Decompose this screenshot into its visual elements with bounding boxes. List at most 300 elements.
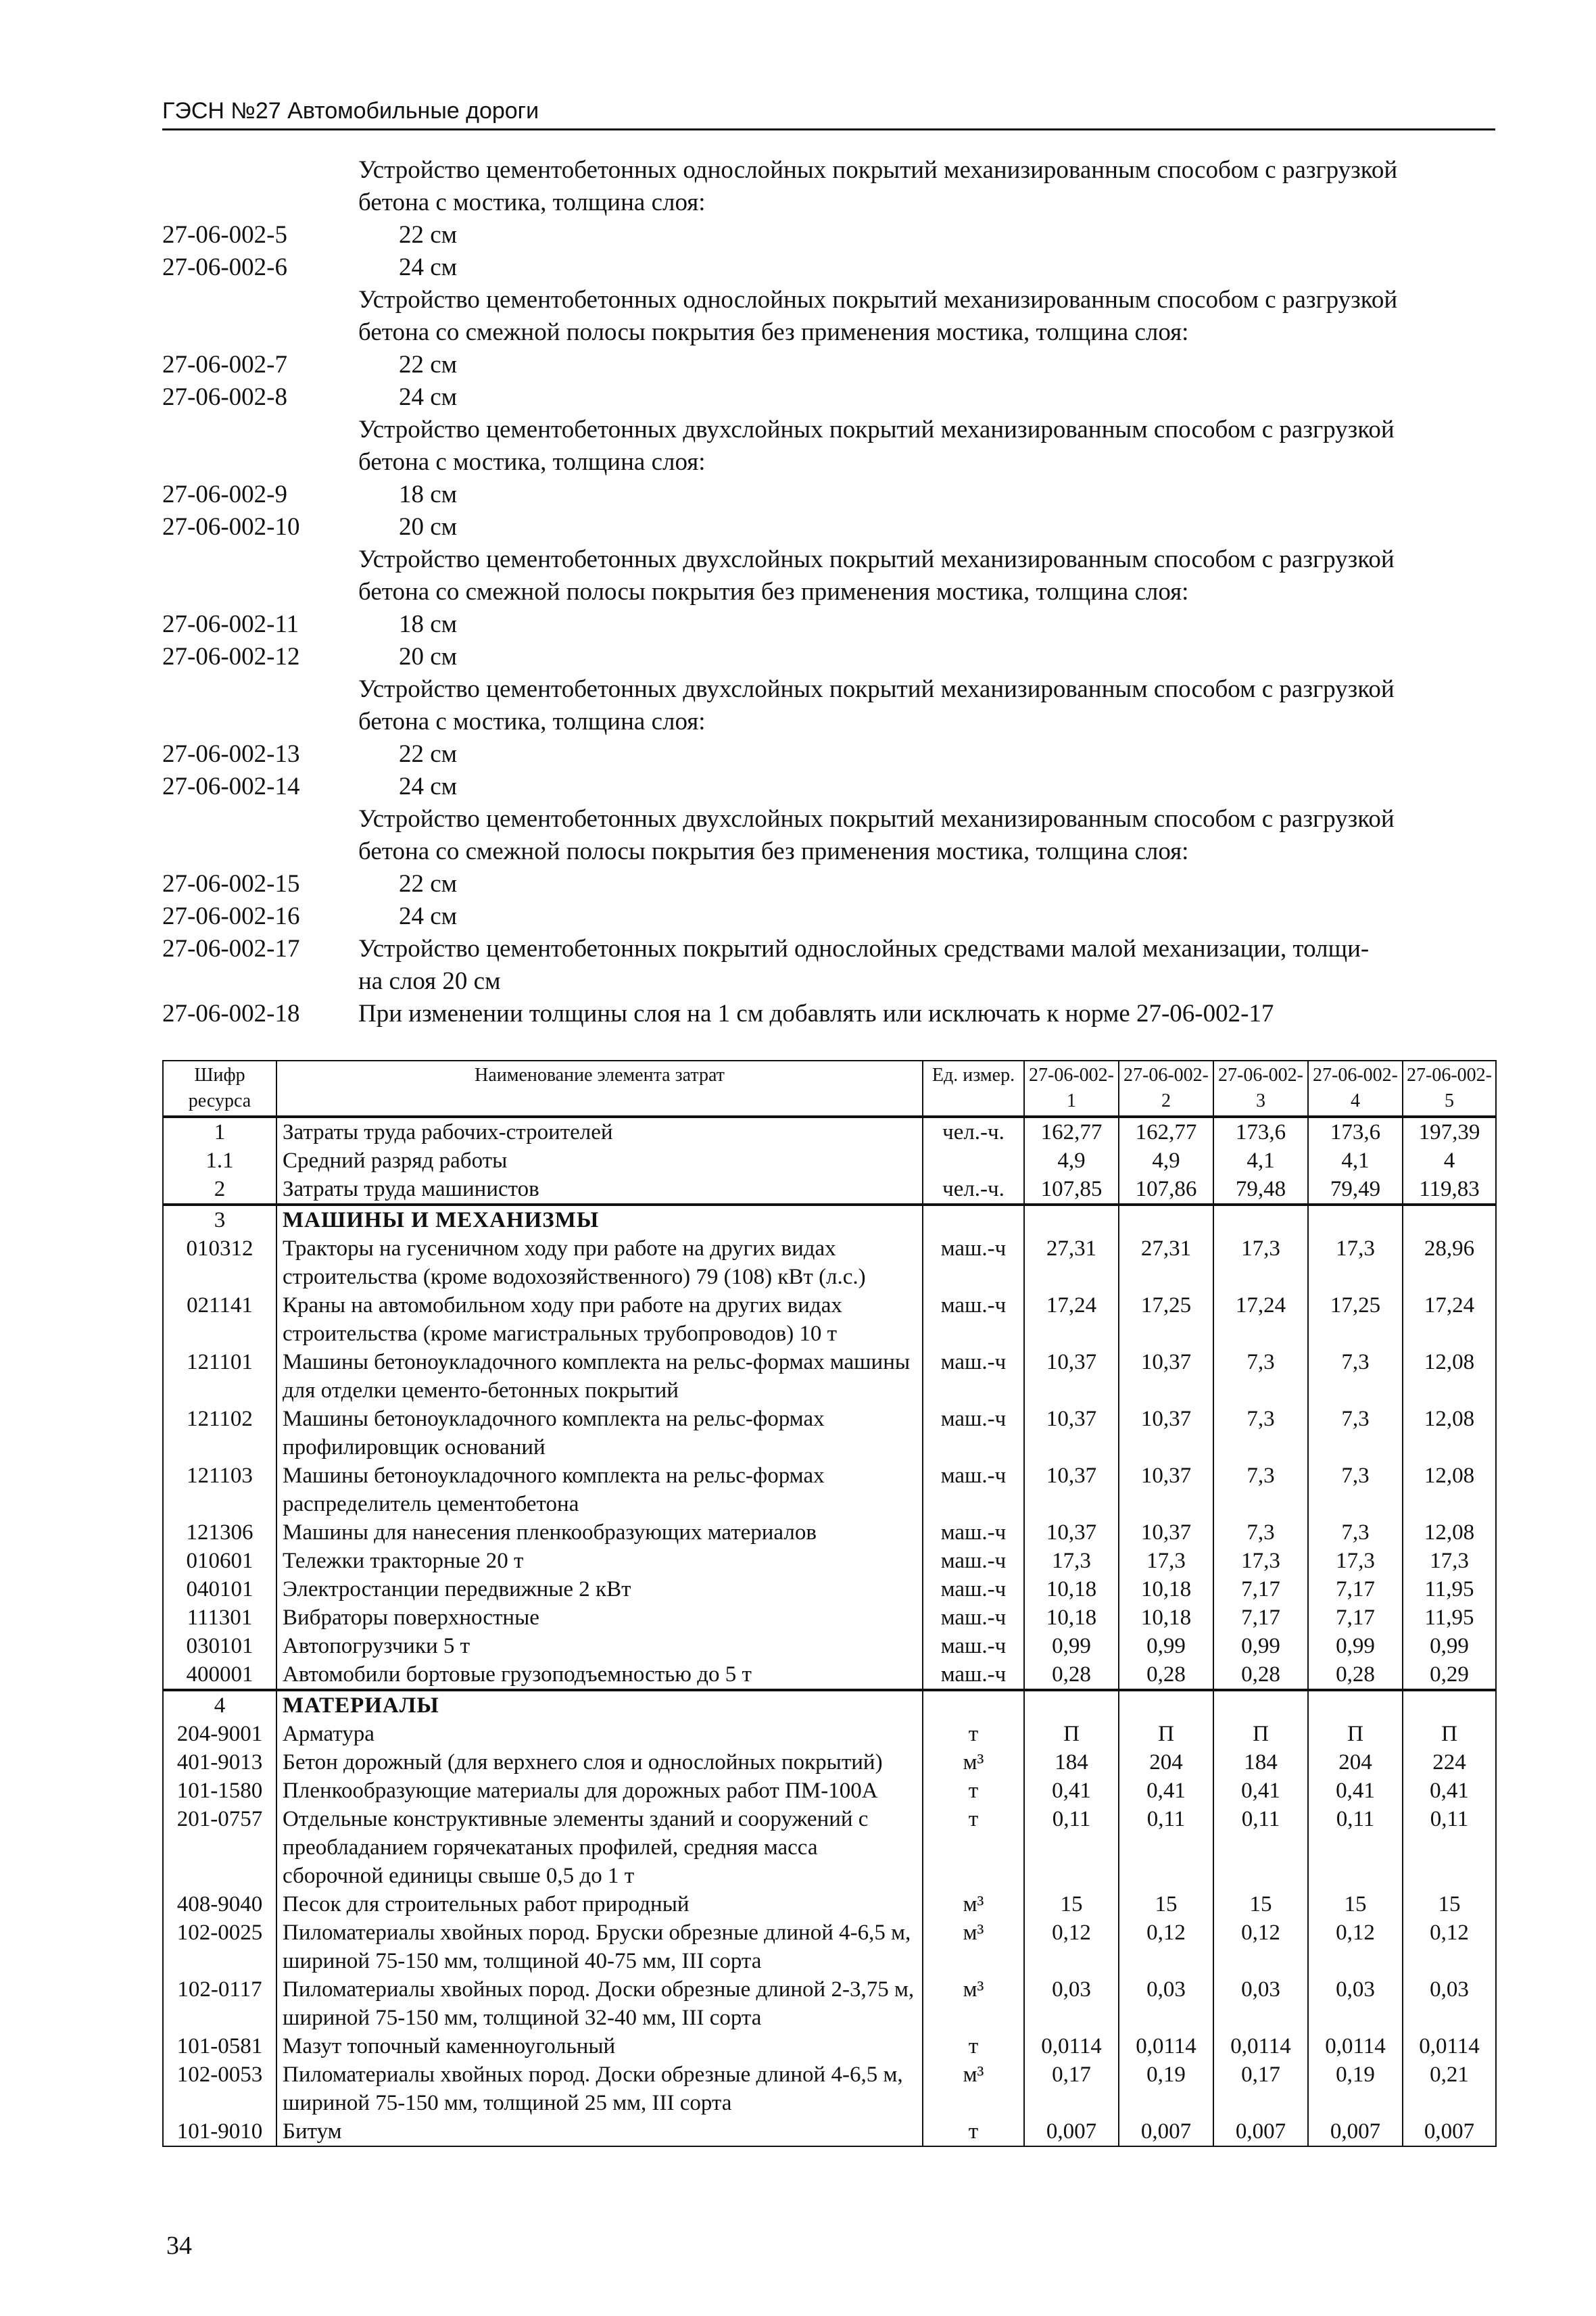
resource-value: 17,3 [1024, 1547, 1119, 1575]
table-row [163, 1660, 1496, 1690]
resource-code: 102-0053 [163, 2060, 276, 2117]
norm-description: 22 см [399, 870, 458, 898]
norm-line [162, 706, 1501, 738]
resource-value: 0,41 [1213, 1777, 1308, 1805]
resource-value: 0,03 [1213, 1975, 1308, 2032]
norm-description: бетона с мостика, толщина слоя: [358, 448, 706, 476]
norm-line [162, 608, 1501, 641]
resource-code: 121102 [163, 1405, 276, 1462]
resource-unit: м³ [923, 2060, 1024, 2117]
resource-unit [923, 1205, 1024, 1234]
resource-code: 030101 [163, 1632, 276, 1660]
resource-value: 0,12 [1213, 1919, 1308, 1975]
resource-unit: т [923, 2117, 1024, 2146]
resource-unit: м³ [923, 1975, 1024, 2032]
running-header-title: ГЭСН №27 Автомобильные дороги [162, 98, 539, 124]
resource-value: П [1024, 1720, 1119, 1748]
resource-value: 0,28 [1119, 1660, 1213, 1690]
resource-value: 0,41 [1024, 1777, 1119, 1805]
resource-value: 10,18 [1119, 1575, 1213, 1603]
resource-value: 10,18 [1024, 1603, 1119, 1632]
resource-value: 0,99 [1308, 1632, 1403, 1660]
norm-description: 18 см [399, 610, 458, 638]
norm-line [162, 641, 1501, 673]
resource-value: 0,99 [1119, 1632, 1213, 1660]
resource-value: 204 [1308, 1748, 1403, 1777]
table-row [163, 1405, 1496, 1462]
table-row [163, 1890, 1496, 1919]
norm-line [162, 836, 1501, 868]
resource-value: 12,08 [1403, 1462, 1496, 1518]
norm-line [162, 771, 1501, 803]
table-row [163, 1632, 1496, 1660]
resource-name: МАТЕРИАЛЫ [276, 1690, 923, 1720]
norm-code: 27-06-002-18 [162, 1000, 300, 1028]
resource-value: 7,3 [1308, 1405, 1403, 1462]
resource-value: 28,96 [1403, 1234, 1496, 1291]
norm-line [162, 251, 1501, 284]
resource-value: 12,08 [1403, 1518, 1496, 1547]
resource-value: 0,11 [1024, 1805, 1119, 1890]
resource-value: 79,48 [1213, 1175, 1308, 1205]
norm-line [162, 349, 1501, 381]
resource-value: 17,25 [1119, 1291, 1213, 1348]
resource-unit: маш.-ч [923, 1462, 1024, 1518]
resource-value: 0,21 [1403, 2060, 1496, 2117]
header-col-3: 27-06-002-3 [1213, 1061, 1308, 1117]
table-row [163, 1777, 1496, 1805]
resource-value: 10,37 [1119, 1405, 1213, 1462]
resource-value: 173,6 [1213, 1117, 1308, 1147]
resource-value: П [1213, 1720, 1308, 1748]
resource-value: 0,007 [1308, 2117, 1403, 2146]
resource-name: Автопогрузчики 5 т [276, 1632, 923, 1660]
resource-value: 184 [1213, 1748, 1308, 1777]
norm-code: 27-06-002-17 [162, 935, 300, 963]
resource-value: 0,0114 [1213, 2032, 1308, 2060]
table-row [163, 1805, 1496, 1890]
resource-value: 0,41 [1403, 1777, 1496, 1805]
resource-value: 0,12 [1308, 1919, 1403, 1975]
resource-value [1308, 1205, 1403, 1234]
resource-value: 0,0114 [1024, 2032, 1119, 2060]
resource-value: 173,6 [1308, 1117, 1403, 1147]
resource-value: П [1403, 1720, 1496, 1748]
resource-code: 111301 [163, 1603, 276, 1632]
norm-description: 20 см [399, 643, 458, 671]
norm-description: Устройство цементобетонных однослойных покрытий механизированным способом с разгрузкой [358, 286, 1398, 314]
resource-value: 0,29 [1403, 1660, 1496, 1690]
resource-name: Отдельные конструктивные элементы зданий и сооружений с преобладанием горячекатаных профилей, средняя масса сборочной единицы свыше 0,5 до 1 т [276, 1805, 923, 1890]
resource-value: 0,28 [1308, 1660, 1403, 1690]
norm-description: Устройство цементобетонных двухслойных покрытий механизированным способом с разгрузкой [358, 416, 1395, 443]
resource-value: 4 [1403, 1147, 1496, 1175]
table-row [163, 1291, 1496, 1348]
resource-value: 0,0114 [1308, 2032, 1403, 2060]
resource-name: Краны на автомобильном ходу при работе на других видах строительства (кроме магистральных трубопроводов) 10 т [276, 1291, 923, 1348]
resource-unit: маш.-ч [923, 1632, 1024, 1660]
table-row [163, 2032, 1496, 2060]
resource-value: 17,3 [1308, 1234, 1403, 1291]
norm-code: 27-06-002-10 [162, 513, 300, 541]
resource-name: Электростанции передвижные 2 кВт [276, 1575, 923, 1603]
resource-code: 400001 [163, 1660, 276, 1690]
norm-description: Устройство цементобетонных однослойных покрытий механизированным способом с разгрузкой [358, 156, 1398, 184]
resource-value: 0,19 [1308, 2060, 1403, 2117]
norm-line [162, 673, 1501, 706]
table-row [163, 1748, 1496, 1777]
norm-code: 27-06-002-7 [162, 351, 287, 379]
resource-unit: м³ [923, 1919, 1024, 1975]
norm-line [162, 446, 1501, 479]
resource-name: Средний разряд работы [276, 1147, 923, 1175]
resource-value: 119,83 [1403, 1175, 1496, 1205]
resource-value [1308, 1690, 1403, 1720]
resource-name: Машины для нанесения пленкообразующих материалов [276, 1518, 923, 1547]
resource-name: Пиломатериалы хвойных пород. Доски обрезные длиной 2-3,75 м, шириной 75-150 мм, толщиной 32-40 мм, III сорта [276, 1975, 923, 2032]
resource-value: 0,0114 [1403, 2032, 1496, 2060]
norm-description: Устройство цементобетонных двухслойных покрытий механизированным способом с разгрузкой [358, 675, 1395, 703]
resource-code: 010601 [163, 1547, 276, 1575]
resource-value: 10,37 [1024, 1462, 1119, 1518]
resource-value: 17,25 [1308, 1291, 1403, 1348]
resource-name: Машины бетоноукладочного комплекта на рельс-формах машины для отделки цементо-бетонных покрытий [276, 1348, 923, 1405]
norm-description: 24 см [399, 254, 458, 281]
resource-value: 0,007 [1024, 2117, 1119, 2146]
norm-description: Устройство цементобетонных двухслойных покрытий механизированным способом с разгрузкой [358, 546, 1395, 573]
resource-code: 201-0757 [163, 1805, 276, 1890]
resource-unit [923, 1690, 1024, 1720]
resource-unit: т [923, 2032, 1024, 2060]
norm-line [162, 284, 1501, 316]
resource-code: 1 [163, 1117, 276, 1147]
header-col-1: 27-06-002-1 [1024, 1061, 1119, 1117]
resource-unit: маш.-ч [923, 1603, 1024, 1632]
resource-value: 10,37 [1024, 1518, 1119, 1547]
norm-description: 18 см [399, 481, 458, 508]
norm-line [162, 479, 1501, 511]
norm-line [162, 381, 1501, 414]
resource-value: 17,3 [1308, 1547, 1403, 1575]
resource-name: Машины бетоноукладочного комплекта на рельс-формах профилировщик оснований [276, 1405, 923, 1462]
resource-value: 7,3 [1308, 1462, 1403, 1518]
resource-value: 0,007 [1403, 2117, 1496, 2146]
resource-value: 4,9 [1024, 1147, 1119, 1175]
resource-unit: маш.-ч [923, 1547, 1024, 1575]
resource-value: 107,85 [1024, 1175, 1119, 1205]
resource-value [1213, 1690, 1308, 1720]
norm-line [162, 868, 1501, 900]
resource-code: 101-0581 [163, 2032, 276, 2060]
resource-code: 1.1 [163, 1147, 276, 1175]
resource-value: 17,24 [1403, 1291, 1496, 1348]
resource-name: Затраты труда рабочих-строителей [276, 1117, 923, 1147]
resource-value: 0,007 [1213, 2117, 1308, 2146]
header-unit: Ед. измер. [923, 1061, 1024, 1117]
table-section-row [163, 1690, 1496, 1720]
norm-line [162, 803, 1501, 836]
norm-code: 27-06-002-13 [162, 740, 300, 768]
resource-unit [923, 1147, 1024, 1175]
resource-value [1403, 1690, 1496, 1720]
header-col-5: 27-06-002-5 [1403, 1061, 1496, 1117]
resource-value: 0,12 [1403, 1919, 1496, 1975]
resource-value: 7,17 [1308, 1603, 1403, 1632]
resource-code: 408-9040 [163, 1890, 276, 1919]
resource-value: 0,03 [1308, 1975, 1403, 2032]
resource-value: 7,3 [1213, 1462, 1308, 1518]
resource-value: 224 [1403, 1748, 1496, 1777]
resource-value: 204 [1119, 1748, 1213, 1777]
resource-value: 10,37 [1024, 1348, 1119, 1405]
resource-name: Мазут топочный каменноугольный [276, 2032, 923, 2060]
table-row [163, 1234, 1496, 1291]
resource-value: 11,95 [1403, 1603, 1496, 1632]
resource-value: 7,3 [1308, 1348, 1403, 1405]
resource-value: 0,99 [1213, 1632, 1308, 1660]
resource-value: 17,3 [1119, 1547, 1213, 1575]
resource-value: 15 [1024, 1890, 1119, 1919]
resource-name: Тележки тракторные 20 т [276, 1547, 923, 1575]
resource-value: 0,19 [1119, 2060, 1213, 2117]
resource-value: 0,12 [1119, 1919, 1213, 1975]
norm-line [162, 316, 1501, 349]
resource-name: Пленкообразующие материалы для дорожных работ ПМ-100А [276, 1777, 923, 1805]
table-row [163, 1547, 1496, 1575]
norm-line [162, 187, 1501, 219]
resource-value: 0,11 [1213, 1805, 1308, 1890]
resource-unit: т [923, 1720, 1024, 1748]
norm-description: бетона со смежной полосы покрытия без применения мостика, толщина слоя: [358, 578, 1189, 606]
table-row [163, 1462, 1496, 1518]
norm-description: бетона с мостика, толщина слоя: [358, 189, 706, 216]
norm-line [162, 998, 1501, 1030]
resource-value: 197,39 [1403, 1117, 1496, 1147]
resource-value: 27,31 [1024, 1234, 1119, 1291]
resource-value: 4,9 [1119, 1147, 1213, 1175]
resource-value: 7,3 [1308, 1518, 1403, 1547]
resource-value: 0,03 [1119, 1975, 1213, 2032]
resource-value: 15 [1308, 1890, 1403, 1919]
norm-code: 27-06-002-5 [162, 221, 287, 249]
resource-unit: маш.-ч [923, 1348, 1024, 1405]
norm-code: 27-06-002-6 [162, 254, 287, 281]
resource-code: 102-0117 [163, 1975, 276, 2032]
norm-line [162, 414, 1501, 446]
resource-code: 010312 [163, 1234, 276, 1291]
resource-table-wrap [162, 1060, 1495, 2147]
resource-value: 0,11 [1119, 1805, 1213, 1890]
resource-unit: маш.-ч [923, 1518, 1024, 1547]
resource-code: 121103 [163, 1462, 276, 1518]
resource-value: 27,31 [1119, 1234, 1213, 1291]
resource-value: 0,17 [1024, 2060, 1119, 2117]
resource-name: Пиломатериалы хвойных пород. Доски обрезные длиной 4-6,5 м, шириной 75-150 мм, толщиной 25 мм, III сорта [276, 2060, 923, 2117]
resource-code: 021141 [163, 1291, 276, 1348]
table-row [163, 1348, 1496, 1405]
resource-unit: чел.-ч. [923, 1117, 1024, 1147]
table-row [163, 1919, 1496, 1975]
resource-code: 101-9010 [163, 2117, 276, 2146]
norm-code: 27-06-002-16 [162, 902, 300, 930]
norm-description: бетона с мостика, толщина слоя: [358, 708, 706, 735]
norm-line [162, 576, 1501, 608]
resource-value: 10,18 [1024, 1575, 1119, 1603]
resource-value: П [1119, 1720, 1213, 1748]
table-header-row [163, 1061, 1496, 1117]
resource-name: Бетон дорожный (для верхнего слоя и однослойных покрытий) [276, 1748, 923, 1777]
resource-value: 15 [1119, 1890, 1213, 1919]
resource-name: МАШИНЫ И МЕХАНИЗМЫ [276, 1205, 923, 1234]
resource-value: 0,11 [1308, 1805, 1403, 1890]
resource-unit: чел.-ч. [923, 1175, 1024, 1205]
resource-value: 0,99 [1403, 1632, 1496, 1660]
resource-value: 7,3 [1213, 1518, 1308, 1547]
header-rule [162, 128, 1495, 130]
resource-code: 4 [163, 1690, 276, 1720]
norm-description: бетона со смежной полосы покрытия без применения мостика, толщина слоя: [358, 838, 1189, 865]
norm-description: Устройство цементобетонных покрытий однослойных средствами малой механизации, толщи- [358, 935, 1370, 963]
norm-description: 22 см [399, 221, 458, 249]
norm-description: 24 см [399, 902, 458, 930]
norm-line [162, 544, 1501, 576]
resource-value: 0,28 [1213, 1660, 1308, 1690]
table-section-row [163, 1205, 1496, 1234]
resource-unit: маш.-ч [923, 1575, 1024, 1603]
resource-value: 17,24 [1024, 1291, 1119, 1348]
resource-name: Автомобили бортовые грузоподъемностью до 5 т [276, 1660, 923, 1690]
resource-table [162, 1060, 1497, 2147]
resource-value [1119, 1690, 1213, 1720]
resource-value: 17,3 [1403, 1547, 1496, 1575]
header-col-2: 27-06-002-2 [1119, 1061, 1213, 1117]
norm-code: 27-06-002-8 [162, 383, 287, 411]
resource-name: Затраты труда машинистов [276, 1175, 923, 1205]
resource-code: 102-0025 [163, 1919, 276, 1975]
resource-value: 0,99 [1024, 1632, 1119, 1660]
resource-value: 12,08 [1403, 1348, 1496, 1405]
norm-list [162, 154, 1501, 1030]
resource-value: 4,1 [1213, 1147, 1308, 1175]
resource-value: 7,3 [1213, 1405, 1308, 1462]
table-row [163, 1603, 1496, 1632]
resource-value [1213, 1205, 1308, 1234]
resource-code: 2 [163, 1175, 276, 1205]
resource-value [1024, 1690, 1119, 1720]
resource-name: Арматура [276, 1720, 923, 1748]
norm-description: 22 см [399, 351, 458, 379]
table-row [163, 1975, 1496, 2032]
resource-value: 0,11 [1403, 1805, 1496, 1890]
resource-value: 0,12 [1024, 1919, 1119, 1975]
resource-name: Битум [276, 2117, 923, 2146]
resource-unit: м³ [923, 1748, 1024, 1777]
resource-value: 15 [1403, 1890, 1496, 1919]
norm-code: 27-06-002-9 [162, 481, 287, 508]
resource-value: 7,17 [1213, 1603, 1308, 1632]
resource-value: 0,03 [1024, 1975, 1119, 2032]
resource-unit: т [923, 1805, 1024, 1890]
resource-value: 162,77 [1024, 1117, 1119, 1147]
resource-unit: м³ [923, 1890, 1024, 1919]
norm-line [162, 933, 1501, 965]
header-col-4: 27-06-002-4 [1308, 1061, 1403, 1117]
resource-code: 3 [163, 1205, 276, 1234]
resource-code: 204-9001 [163, 1720, 276, 1748]
resource-value: 79,49 [1308, 1175, 1403, 1205]
table-row [163, 1117, 1496, 1147]
resource-code: 121306 [163, 1518, 276, 1547]
norm-description: бетона со смежной полосы покрытия без применения мостика, толщина слоя: [358, 318, 1189, 346]
resource-code: 101-1580 [163, 1777, 276, 1805]
resource-value: 17,3 [1213, 1234, 1308, 1291]
norm-code: 27-06-002-11 [162, 610, 299, 638]
resource-code: 121101 [163, 1348, 276, 1405]
resource-value: 17,3 [1213, 1547, 1308, 1575]
norm-line [162, 900, 1501, 933]
resource-value: 10,37 [1119, 1518, 1213, 1547]
norm-description: 22 см [399, 740, 458, 768]
norm-code: 27-06-002-12 [162, 643, 300, 671]
table-row [163, 2060, 1496, 2117]
table-row [163, 2117, 1496, 2146]
norm-description: При изменении толщины слоя на 1 см добавлять или исключать к норме 27-06-002-17 [358, 1000, 1274, 1028]
header-code: Шифр ресурса [163, 1061, 276, 1117]
resource-value: 7,17 [1213, 1575, 1308, 1603]
resource-value: 0,28 [1024, 1660, 1119, 1690]
header-name: Наименование элемента затрат [276, 1061, 923, 1117]
table-row [163, 1175, 1496, 1205]
resource-value: 0,17 [1213, 2060, 1308, 2117]
table-row [163, 1575, 1496, 1603]
resource-unit: маш.-ч [923, 1291, 1024, 1348]
resource-value: П [1308, 1720, 1403, 1748]
resource-unit: маш.-ч [923, 1405, 1024, 1462]
resource-unit: т [923, 1777, 1024, 1805]
resource-value [1119, 1205, 1213, 1234]
norm-description: 24 см [399, 773, 458, 800]
resource-value: 7,17 [1308, 1575, 1403, 1603]
resource-value: 0,007 [1119, 2117, 1213, 2146]
resource-value: 10,37 [1119, 1462, 1213, 1518]
resource-value: 10,18 [1119, 1603, 1213, 1632]
norm-description: на слоя 20 см [358, 967, 501, 995]
table-row [163, 1147, 1496, 1175]
resource-name: Машины бетоноукладочного комплекта на рельс-формах распределитель цементобетона [276, 1462, 923, 1518]
norm-line [162, 965, 1501, 998]
resource-value: 0,0114 [1119, 2032, 1213, 2060]
resource-value [1024, 1205, 1119, 1234]
table-row [163, 1720, 1496, 1748]
resource-value: 107,86 [1119, 1175, 1213, 1205]
resource-name: Пиломатериалы хвойных пород. Бруски обрезные длиной 4-6,5 м, шириной 75-150 мм, толщиной 40-75 мм, III сорта [276, 1919, 923, 1975]
resource-code: 040101 [163, 1575, 276, 1603]
norm-line [162, 219, 1501, 251]
resource-value: 4,1 [1308, 1147, 1403, 1175]
resource-unit: маш.-ч [923, 1660, 1024, 1690]
norm-code: 27-06-002-14 [162, 773, 300, 800]
resource-value: 11,95 [1403, 1575, 1496, 1603]
norm-description: 24 см [399, 383, 458, 411]
resource-value: 10,37 [1119, 1348, 1213, 1405]
resource-value: 0,03 [1403, 1975, 1496, 2032]
norm-line [162, 154, 1501, 187]
resource-value [1403, 1205, 1496, 1234]
resource-value: 10,37 [1024, 1405, 1119, 1462]
resource-value: 0,41 [1119, 1777, 1213, 1805]
page-number: 34 [166, 2231, 192, 2260]
resource-name: Песок для строительных работ природный [276, 1890, 923, 1919]
